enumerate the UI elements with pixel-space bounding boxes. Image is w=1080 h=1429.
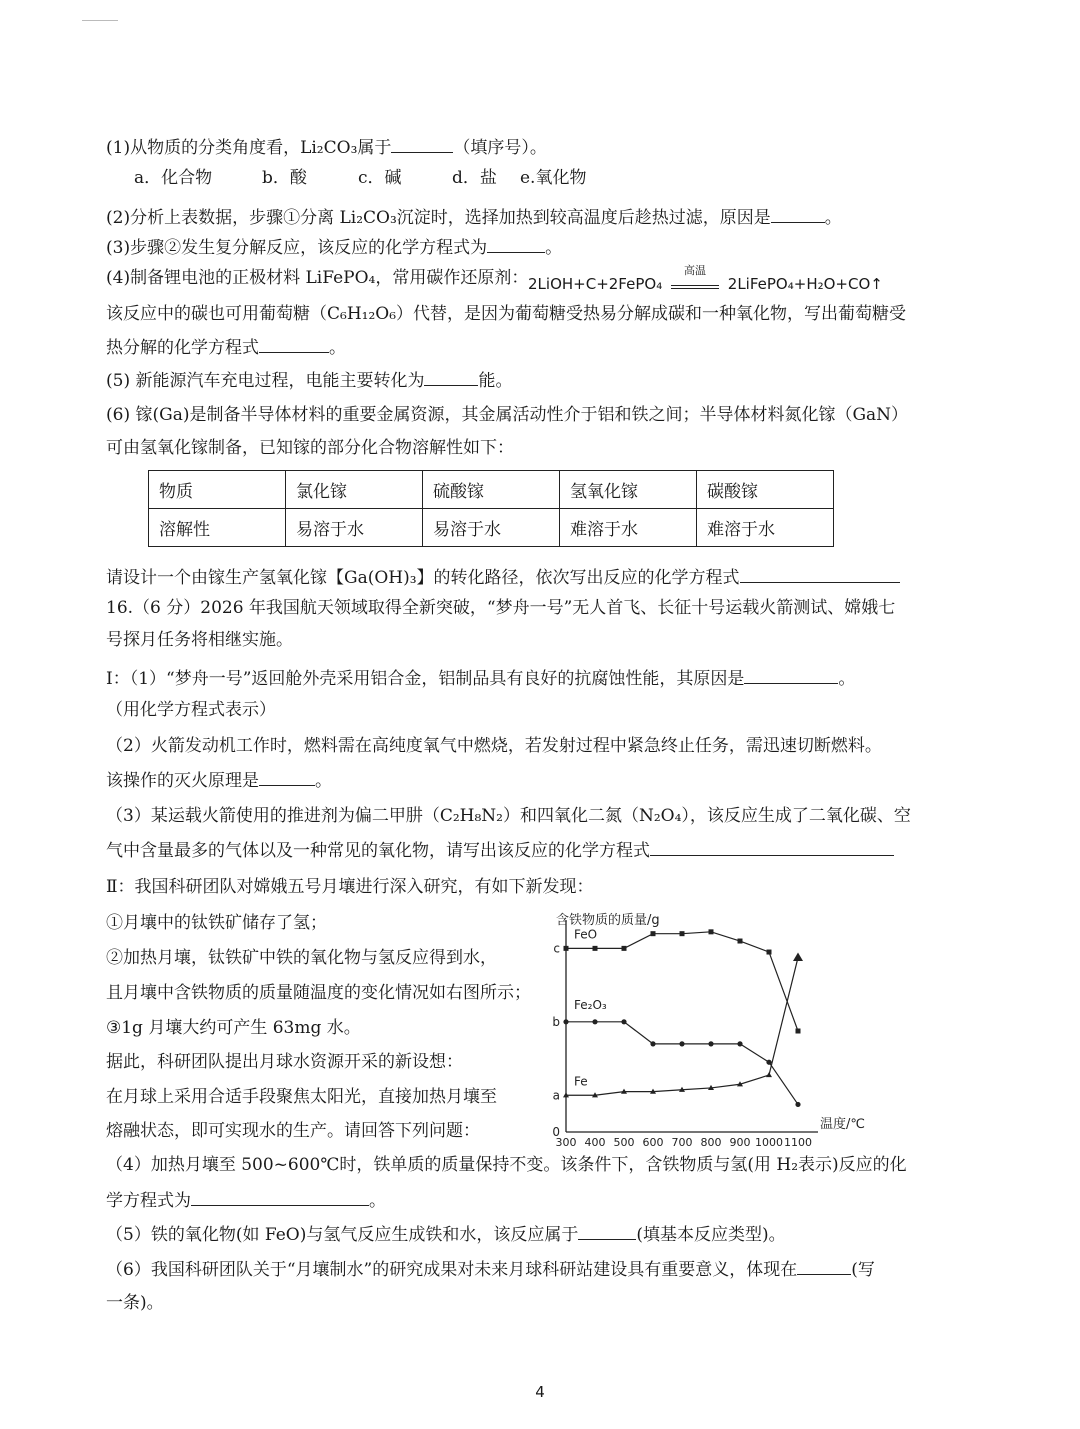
option-a: a．化合物 bbox=[134, 168, 213, 188]
part-ii-question-6-line-2: 一条)。 bbox=[106, 1293, 164, 1313]
proposal-line-1: 据此，科研团队提出月球水资源开采的新设想： bbox=[106, 1052, 463, 1072]
table-cell: 硫酸镓 bbox=[423, 471, 560, 509]
answer-blank-5[interactable] bbox=[424, 367, 478, 386]
data-point bbox=[622, 946, 627, 951]
table-row bbox=[149, 509, 834, 547]
part-ii-question-4-line-2: 学方程式为 。 bbox=[106, 1187, 386, 1213]
series-line bbox=[566, 958, 798, 1096]
answer-blank-1[interactable] bbox=[391, 134, 453, 153]
x-tick-label: 1000 bbox=[755, 1136, 783, 1149]
series-label: Fe₂O₃ bbox=[574, 997, 607, 1012]
data-point bbox=[680, 931, 685, 936]
question-4-line-2: 该反应中的碳也可用葡萄糖（C₆H₁₂O₆）代替，是因为葡萄糖受热易分解成碳和一种氧化物，写出葡萄糖受 bbox=[106, 304, 907, 324]
data-point bbox=[679, 1041, 684, 1046]
x-tick-label: 800 bbox=[700, 1136, 722, 1149]
data-point bbox=[651, 931, 656, 936]
data-point bbox=[737, 1041, 742, 1046]
part-i-question-1-note: （用化学方程式表示） bbox=[106, 700, 276, 720]
option-c: c．碱 bbox=[358, 168, 402, 188]
y-tick-label: b bbox=[552, 1014, 560, 1029]
data-point bbox=[738, 939, 743, 944]
table-cell: 易溶于水 bbox=[423, 509, 560, 547]
proposal-line-2: 在月球上采用合适手段聚焦太阳光，直接加热月壤至 bbox=[106, 1087, 497, 1107]
answer-blank-i1[interactable] bbox=[744, 665, 838, 684]
equals-sign bbox=[671, 285, 719, 289]
x-tick-label: 700 bbox=[671, 1136, 693, 1149]
part-ii-question-4-line-1: （4）加热月壤至 500~600℃时，铁单质的质量保持不变。该条件下，含铁物质与氢(用 H₂表示)反应的化 bbox=[106, 1155, 907, 1175]
problem-16-line-2: 号探月任务将相继实施。 bbox=[106, 630, 293, 650]
data-point bbox=[593, 946, 598, 951]
question-4-line-3: 热分解的化学方程式 。 bbox=[106, 334, 346, 360]
finding-2: ②加热月壤，钛铁矿中铁的氧化物与氢反应得到水， bbox=[106, 948, 497, 968]
question-1: (1)从物质的分类角度看，Li₂CO₃属于 （填序号）。 bbox=[106, 134, 547, 160]
solubility-table bbox=[148, 470, 834, 547]
y-tick-label: 0 bbox=[552, 1125, 560, 1139]
x-tick-label: 400 bbox=[584, 1136, 606, 1149]
data-point bbox=[766, 1072, 772, 1077]
finding-3: ③1g 月壤大约可产生 63mg 水。 bbox=[106, 1018, 361, 1038]
iron-mass-temperature-chart bbox=[540, 900, 890, 1150]
equation-lifepo4: 2LiOH+C+2FePO₄ 高温 2LiFePO₄+H₂O+CO↑ bbox=[528, 264, 883, 293]
data-point bbox=[709, 929, 714, 934]
table-cell: 碳酸镓 bbox=[697, 471, 834, 509]
x-tick-label: 500 bbox=[613, 1136, 635, 1149]
part-i-question-2-line-2: 该操作的灭火原理是 。 bbox=[106, 767, 332, 793]
table-cell: 氢氧化镓 bbox=[560, 471, 697, 509]
y-axis-label: 含铁物质的质量/g bbox=[556, 913, 660, 928]
answer-blank-ii5[interactable] bbox=[578, 1221, 636, 1240]
data-point bbox=[767, 950, 772, 955]
option-e: e.氧化物 bbox=[520, 168, 587, 188]
part-ii-question-6-line-1: （6）我国科研团队关于“月壤制水”的研究成果对未来月球科研站建设具有重要意义，体现在 (写 bbox=[106, 1256, 875, 1282]
answer-blank-i2[interactable] bbox=[259, 767, 315, 786]
data-point bbox=[708, 1041, 713, 1046]
answer-blank-6[interactable] bbox=[740, 564, 900, 583]
part-i-question-1: Ⅰ：（1）“梦舟一号”返回舱外壳采用铝合金，铝制品具有良好的抗腐蚀性能，其原因是 。 bbox=[106, 665, 855, 691]
answer-blank-2[interactable] bbox=[771, 204, 825, 223]
answer-blank-i3[interactable] bbox=[650, 837, 894, 856]
table-cell: 难溶于水 bbox=[560, 509, 697, 547]
answer-blank-ii6[interactable] bbox=[797, 1256, 851, 1275]
data-point bbox=[564, 946, 569, 951]
x-tick-label: 300 bbox=[555, 1136, 577, 1149]
table-row bbox=[149, 471, 834, 509]
x-tick-label: 900 bbox=[729, 1136, 751, 1149]
question-6-line-1: (6) 镓(Ga)是制备半导体材料的重要金属资源，其金属活动性介于铝和铁之间；半导体材料氮化镓（GaN） bbox=[106, 405, 909, 425]
y-tick-label: a bbox=[552, 1088, 560, 1103]
x-axis-label: 温度/℃ bbox=[820, 1117, 865, 1132]
y-tick-label: c bbox=[553, 941, 560, 956]
data-point bbox=[563, 1019, 568, 1024]
option-b: b．酸 bbox=[262, 168, 307, 188]
series-label: Fe bbox=[574, 1074, 588, 1089]
answer-blank-3[interactable] bbox=[487, 234, 545, 253]
finding-1: ①月壤中的钛铁矿储存了氢； bbox=[106, 913, 327, 933]
table-cell: 难溶于水 bbox=[697, 509, 834, 547]
series-line bbox=[566, 1022, 798, 1105]
top-left-mark bbox=[82, 20, 118, 21]
finding-2-cont: 且月壤中含铁物质的质量随温度的变化情况如右图所示； bbox=[106, 983, 531, 1003]
data-point bbox=[592, 1019, 597, 1024]
part-i-question-2-line-1: （2）火箭发动机工作时，燃料需在高纯度氧气中燃烧，若发射过程中紧急终止任务，需迅速切断燃料。 bbox=[106, 736, 882, 756]
table-cell: 易溶于水 bbox=[286, 509, 423, 547]
problem-16-line-1: 16.（6 分）2026 年我国航天领域取得全新突破，“梦舟一号”无人首飞、长征十号运载火箭测试、嫦娥七 bbox=[106, 598, 896, 618]
data-point bbox=[793, 953, 803, 962]
question-6-line-3: 请设计一个由镓生产氢氧化镓【Ga(OH)₃】的转化路径，依次写出反应的化学方程式 bbox=[106, 564, 900, 590]
answer-blank-ii4[interactable] bbox=[191, 1187, 369, 1206]
table-cell: 物质 bbox=[149, 471, 286, 509]
reaction-condition: 高温 bbox=[671, 273, 719, 289]
series-line bbox=[566, 932, 798, 1031]
question-1-options bbox=[134, 166, 586, 190]
question-5: (5) 新能源汽车充电过程，电能主要转化为 能。 bbox=[106, 367, 512, 393]
answer-blank-4[interactable] bbox=[259, 334, 329, 353]
data-point bbox=[766, 1060, 771, 1065]
question-4-line-1: (4)制备锂电池的正极材料 LiFePO₄，常用碳作还原剂： bbox=[106, 268, 529, 288]
question-6-line-2: 可由氢氧化镓制备，已知镓的部分化合物溶解性如下： bbox=[106, 438, 514, 458]
table-cell: 氯化镓 bbox=[286, 471, 423, 509]
option-d: d．盐 bbox=[452, 168, 497, 188]
data-point bbox=[650, 1041, 655, 1046]
question-3: (3)步骤②发生复分解反应，该反应的化学方程式为 。 bbox=[106, 234, 562, 260]
page-number: 4 bbox=[535, 1383, 545, 1401]
table-cell: 溶解性 bbox=[149, 509, 286, 547]
data-point bbox=[796, 1029, 801, 1034]
part-i-question-3-line-2: 气中含量最多的气体以及一种常见的氧化物，请写出该反应的化学方程式 bbox=[106, 837, 894, 863]
question-2: (2)分析上表数据，步骤①分离 Li₂CO₃沉淀时，选择加热到较高温度后趁热过滤，原因是 。 bbox=[106, 204, 842, 230]
part-ii-intro: Ⅱ：我国科研团队对嫦娥五号月壤进行深入研究，有如下新发现： bbox=[106, 877, 594, 897]
x-tick-label: 600 bbox=[642, 1136, 664, 1149]
proposal-line-3: 熔融状态，即可实现水的生产。请回答下列问题： bbox=[106, 1121, 480, 1141]
series-label: FeO bbox=[574, 927, 598, 942]
x-tick-label: 1100 bbox=[784, 1136, 812, 1149]
part-ii-question-5: （5）铁的氧化物(如 FeO)与氢气反应生成铁和水，该反应属于 (填基本反应类型)。 bbox=[106, 1221, 786, 1247]
data-point bbox=[795, 1102, 800, 1107]
part-i-question-3-line-1: （3）某运载火箭使用的推进剂为偏二甲肼（C₂H₈N₂）和四氧化二氮（N₂O₄），该反应生成了二氧化碳、空 bbox=[106, 806, 911, 826]
data-point bbox=[621, 1019, 626, 1024]
